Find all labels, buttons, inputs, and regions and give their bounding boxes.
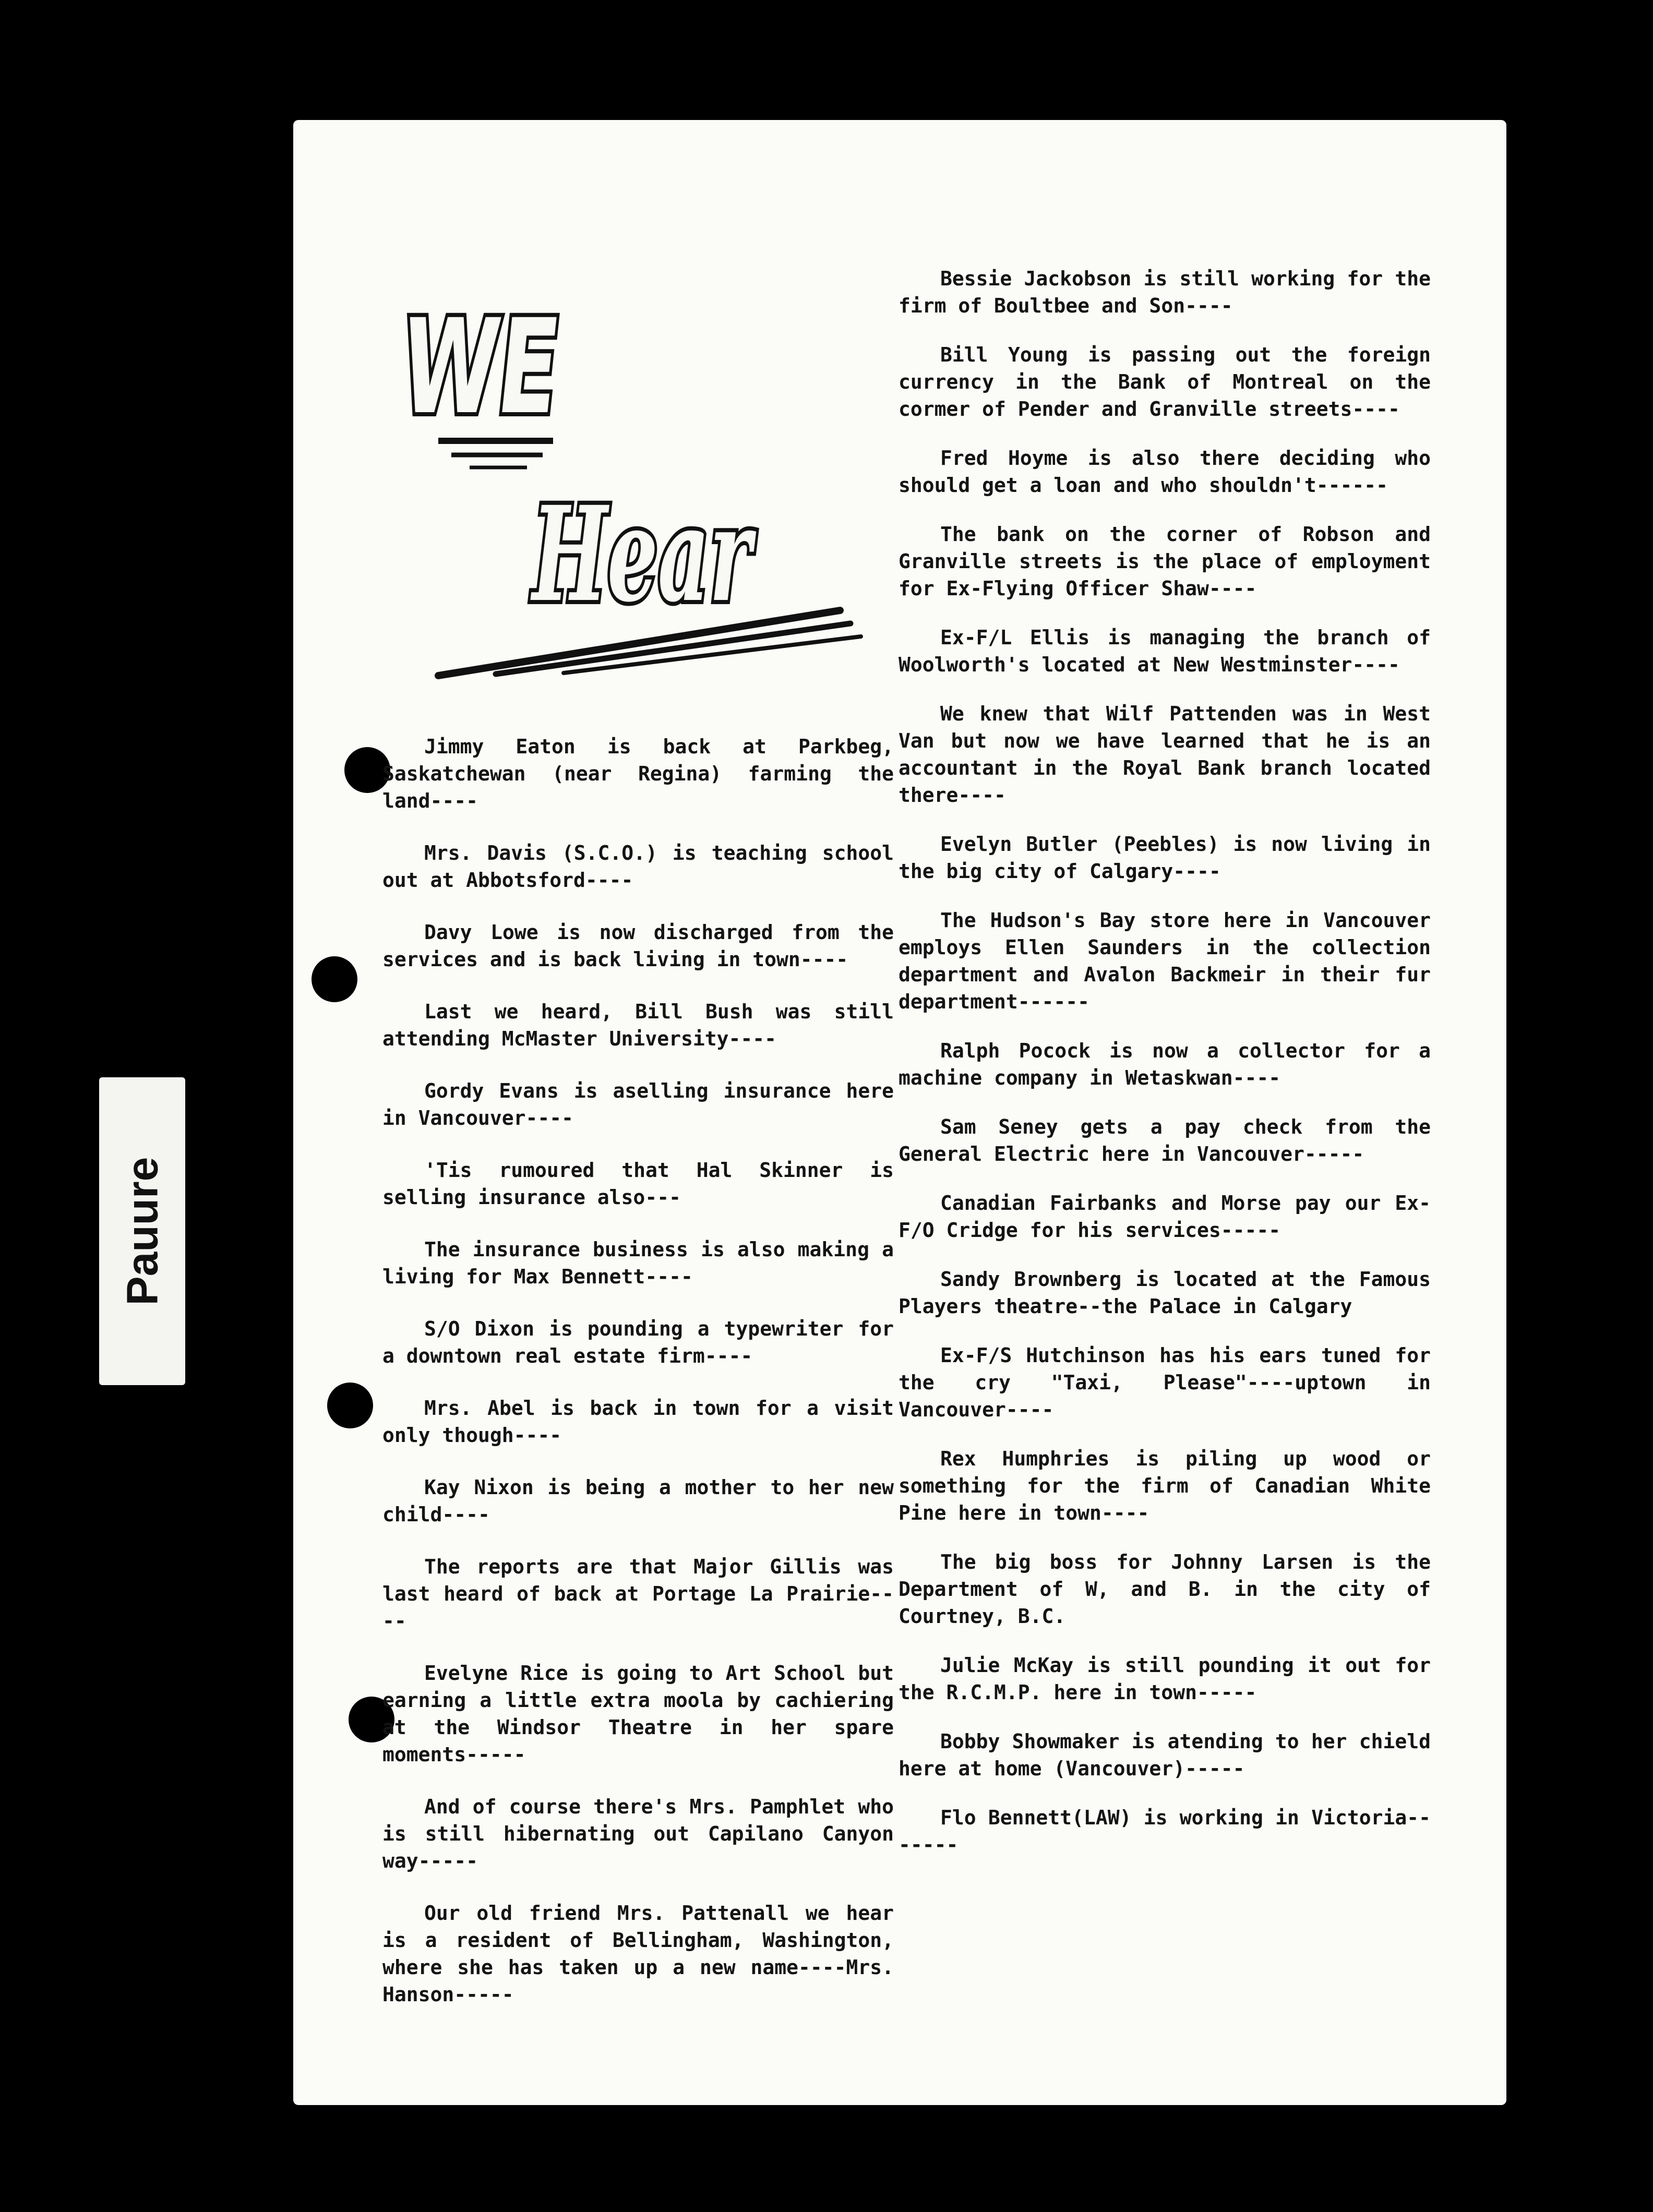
- news-item: Canadian Fairbanks and Morse pay our Ex-F/O Cridge for his services-----: [899, 1192, 1431, 1242]
- title-svg: [402, 271, 913, 689]
- news-item: The Hudson's Bay store here in Vancouver employs Ellen Saunders in the collection department and Avalon Backmeir in their fur department------: [899, 909, 1431, 1013]
- news-item: Sandy Brownberg is located at the Famous Players theatre--the Palace in Calgary: [899, 1268, 1431, 1318]
- punch-hole: [327, 1383, 373, 1428]
- news-item: The insurance business is also making a living for Max Bennett----: [382, 1238, 894, 1288]
- news-item: The bank on the corner of Robson and Granville streets is the place of employment for Ex-Flying Officer Shaw----: [899, 523, 1431, 600]
- punch-hole: [312, 956, 357, 1002]
- news-item: Last we heard, Bill Bush was still attending McMaster University----: [382, 1000, 894, 1050]
- news-item: Bessie Jackobson is still working for the firm of Boultbee and Son----: [899, 267, 1431, 317]
- news-item: Ralph Pocock is now a collector for a machine company in Wetaskwan----: [899, 1039, 1431, 1089]
- news-item: Jimmy Eaton is back at Parkbeg, Saskatchewan (near Regina) farming the land----: [382, 735, 894, 812]
- news-item: 'Tis rumoured that Hal Skinner is selling insurance also---: [382, 1159, 894, 1209]
- title-swoosh: [496, 623, 851, 674]
- news-item: The big boss for Johnny Larsen is the Department of W, and B. in the city of Courtney, B.C.: [899, 1550, 1431, 1628]
- news-item: And of course there's Mrs. Pamphlet who is still hibernating out Capilano Canyon way-----: [382, 1795, 894, 1872]
- news-item: Gordy Evans is aselling insurance here in Vancouver----: [382, 1079, 894, 1129]
- news-item: Mrs. Davis (S.C.O.) is teaching school out at Abbotsford----: [382, 841, 894, 892]
- news-item: Our old friend Mrs. Pattenall we hear is a resident of Bellingham, Washington, where she has taken up a new name----Mrs. Hanson-----: [382, 1902, 894, 2006]
- news-item: Kay Nixon is being a mother to her new child----: [382, 1476, 894, 1526]
- news-item: S/O Dixon is pounding a typewriter for a downtown real estate firm----: [382, 1317, 894, 1367]
- news-item: Rex Humphries is piling up wood or something for the firm of Canadian White Pine here in town----: [899, 1447, 1431, 1524]
- news-item: Flo Bennett(LAW) is working in Victoria-------: [899, 1806, 1431, 1856]
- news-item: Ex-F/L Ellis is managing the branch of Woolworth's located at New Westminster----: [899, 626, 1431, 676]
- news-item: We knew that Wilf Pattenden was in West Van but now we have learned that he is an accountant in the Royal Bank branch located there----: [899, 702, 1431, 807]
- news-item: Ex-F/S Hutchinson has his ears tuned for the cry "Taxi, Please"----uptown in Vancouver----: [899, 1344, 1431, 1421]
- side-label-card: [99, 1077, 185, 1385]
- news-item: Bill Young is passing out the foreign currency in the Bank of Montreal on the cormer of Pender and Granville streets----: [899, 343, 1431, 420]
- title-word-hear: Hear: [530, 477, 757, 631]
- news-item: The reports are that Major Gillis was last heard of back at Portage La Prairie----: [382, 1555, 894, 1632]
- news-item: Bobby Showmaker is atending to her chield here at home (Vancouver)-----: [899, 1730, 1431, 1780]
- news-item: Fred Hoyme is also there deciding who should get a loan and who shouldn't------: [899, 447, 1431, 497]
- news-item: Mrs. Abel is back in town for a visit only though----: [382, 1397, 894, 1447]
- news-item: Evelyn Butler (Peebles) is now living in the big city of Calgary----: [899, 833, 1431, 883]
- news-item: Davy Lowe is now discharged from the services and is back living in town----: [382, 921, 894, 971]
- left-column: [382, 733, 894, 2033]
- side-label-text: Pauure: [117, 1157, 166, 1306]
- right-column: [899, 265, 1431, 1880]
- news-item: Julie McKay is still pounding it out for the R.C.M.P. here in town-----: [899, 1654, 1431, 1704]
- news-item: Evelyne Rice is going to Art School but earning a little extra moola by cachiering at the Windsor Theatre in her spare moments-----: [382, 1662, 894, 1766]
- we-hear-title-art: [402, 271, 913, 689]
- title-word-we: WE: [402, 291, 643, 443]
- news-item: Sam Seney gets a pay check from the General Electric here in Vancouver-----: [899, 1115, 1431, 1165]
